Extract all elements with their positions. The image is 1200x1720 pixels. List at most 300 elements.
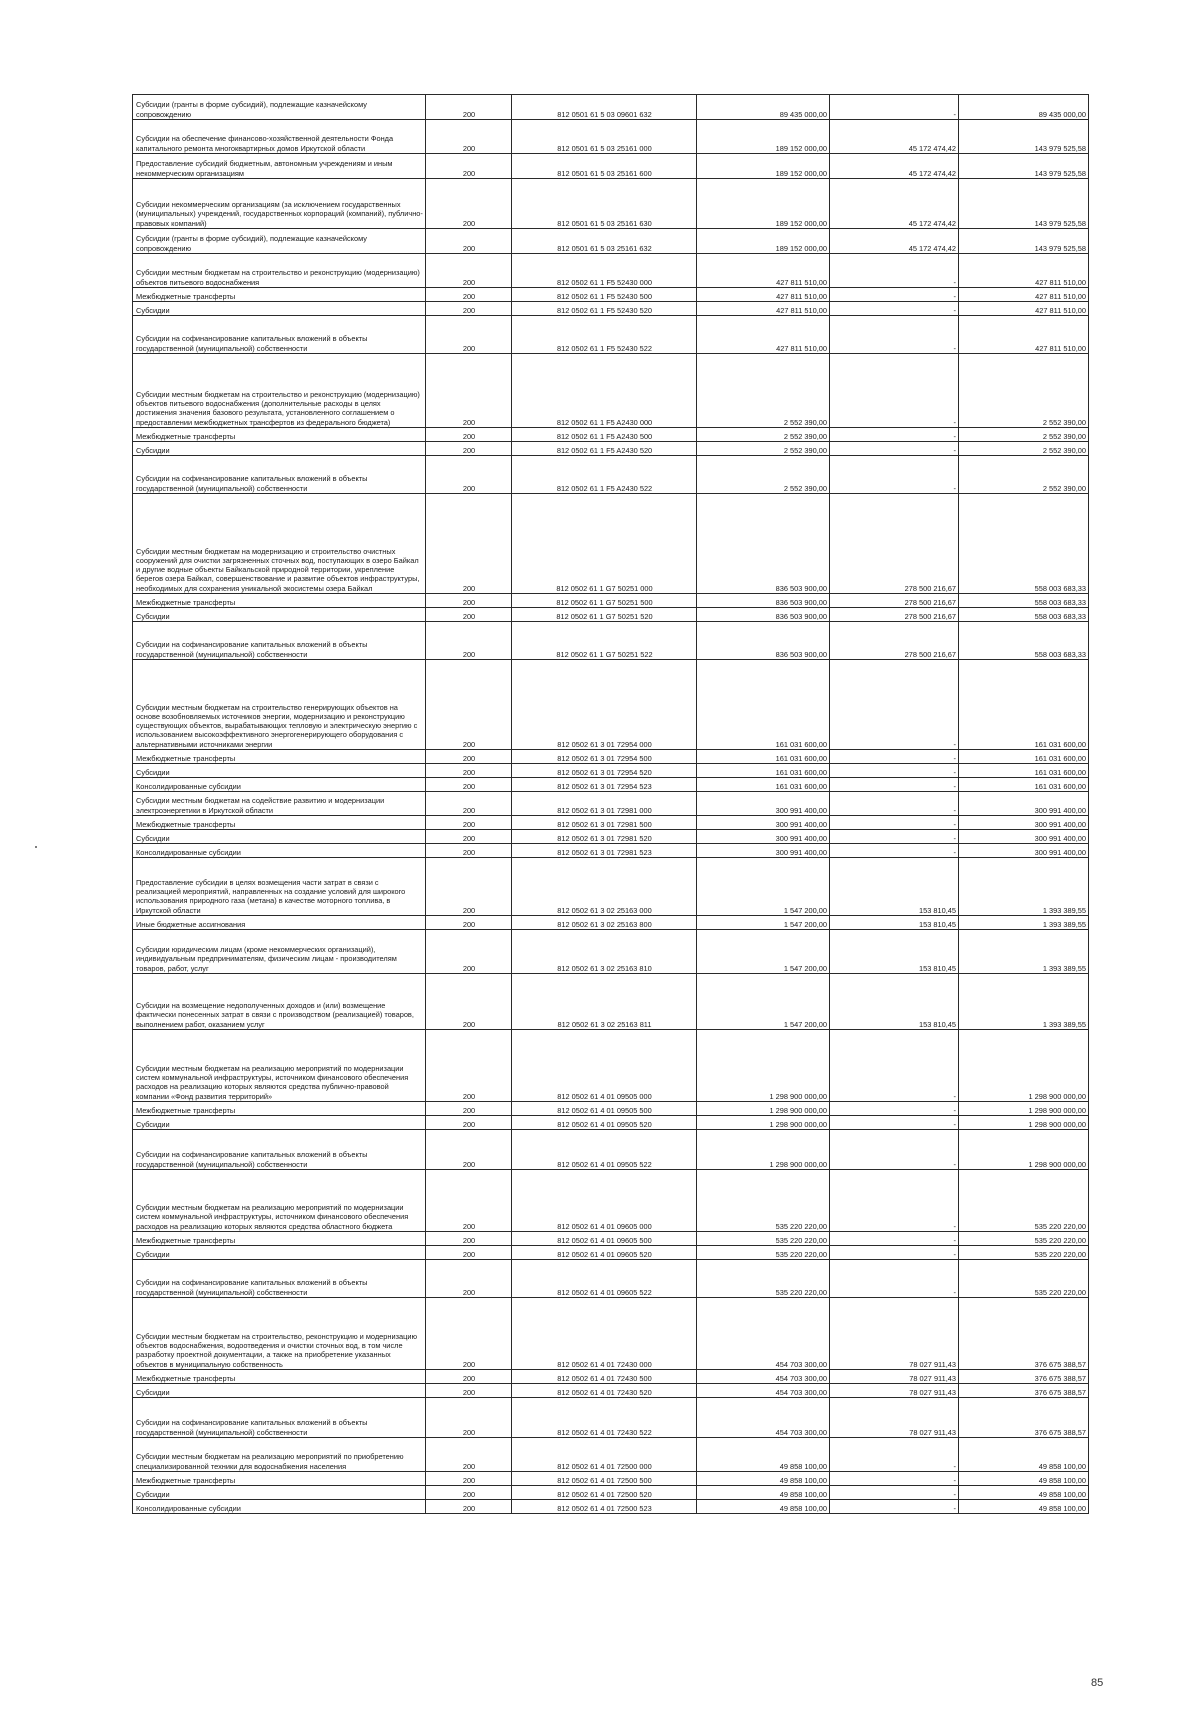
row-code-cell: 200	[426, 229, 512, 254]
row-code-cell: 200	[426, 778, 512, 792]
table-row	[133, 95, 1089, 120]
row-executed-cell: 78 027 911,43	[830, 1384, 959, 1398]
row-code-cell: 200	[426, 764, 512, 778]
row-code-cell: 200	[426, 1170, 512, 1232]
row-code-cell: 200	[426, 830, 512, 844]
row-code-cell: 200	[426, 608, 512, 622]
row-code-cell: 200	[426, 816, 512, 830]
row-approved-cell: 189 152 000,00	[697, 229, 830, 254]
row-executed-cell: -	[830, 1232, 959, 1246]
row-approved-cell: 535 220 220,00	[697, 1246, 830, 1260]
row-name-cell: Субсидии	[133, 1486, 426, 1500]
row-name-cell: Межбюджетные трансферты	[133, 816, 426, 830]
row-executed-cell: 278 500 216,67	[830, 594, 959, 608]
row-code-cell: 200	[426, 1116, 512, 1130]
row-unexecuted-cell: 1 393 389,55	[959, 916, 1089, 930]
row-name-cell: Предоставление субсидий бюджетным, автономным учреждениям и иным некоммерческим организациям	[133, 154, 426, 179]
row-approved-cell: 2 552 390,00	[697, 428, 830, 442]
row-classification-cell: 812 0502 61 3 01 72981 523	[512, 844, 697, 858]
row-approved-cell: 189 152 000,00	[697, 179, 830, 229]
row-classification-cell: 812 0502 61 4 01 09605 520	[512, 1246, 697, 1260]
row-unexecuted-cell: 89 435 000,00	[959, 95, 1089, 120]
row-approved-cell: 49 858 100,00	[697, 1438, 830, 1472]
row-name-cell: Субсидии	[133, 302, 426, 316]
row-code-cell: 200	[426, 442, 512, 456]
row-executed-cell: -	[830, 302, 959, 316]
row-executed-cell: -	[830, 750, 959, 764]
row-unexecuted-cell: 2 552 390,00	[959, 428, 1089, 442]
row-executed-cell: 78 027 911,43	[830, 1370, 959, 1384]
row-executed-cell: -	[830, 1500, 959, 1514]
row-executed-cell: -	[830, 288, 959, 302]
row-executed-cell: -	[830, 1030, 959, 1102]
row-executed-cell: -	[830, 1102, 959, 1116]
table-body	[133, 95, 1089, 1514]
row-code-cell: 200	[426, 660, 512, 750]
row-code-cell: 200	[426, 1130, 512, 1170]
row-approved-cell: 454 703 300,00	[697, 1398, 830, 1438]
table-row	[133, 830, 1089, 844]
row-classification-cell: 812 0502 61 4 01 72430 500	[512, 1370, 697, 1384]
row-executed-cell: -	[830, 778, 959, 792]
row-executed-cell: -	[830, 1170, 959, 1232]
row-unexecuted-cell: 2 552 390,00	[959, 442, 1089, 456]
row-code-cell: 200	[426, 1486, 512, 1500]
row-unexecuted-cell: 1 298 900 000,00	[959, 1030, 1089, 1102]
row-unexecuted-cell: 535 220 220,00	[959, 1260, 1089, 1298]
table-row	[133, 594, 1089, 608]
row-classification-cell: 812 0502 61 3 02 25163 810	[512, 930, 697, 974]
table-row	[133, 1486, 1089, 1500]
row-approved-cell: 535 220 220,00	[697, 1170, 830, 1232]
row-code-cell: 200	[426, 1030, 512, 1102]
row-name-cell: Субсидии на софинансирование капитальных вложений в объекты государственной (муниципальной) собственности	[133, 456, 426, 494]
table-row	[133, 354, 1089, 428]
row-approved-cell: 300 991 400,00	[697, 816, 830, 830]
table-row	[133, 930, 1089, 974]
row-name-cell: Субсидии на софинансирование капитальных вложений в объекты государственной (муниципальной) собственности	[133, 1398, 426, 1438]
row-executed-cell: -	[830, 316, 959, 354]
row-unexecuted-cell: 376 675 388,57	[959, 1370, 1089, 1384]
row-code-cell: 200	[426, 95, 512, 120]
table-row	[133, 229, 1089, 254]
row-executed-cell: 278 500 216,67	[830, 608, 959, 622]
row-name-cell: Межбюджетные трансферты	[133, 1102, 426, 1116]
row-unexecuted-cell: 49 858 100,00	[959, 1486, 1089, 1500]
row-executed-cell: 78 027 911,43	[830, 1298, 959, 1370]
row-approved-cell: 49 858 100,00	[697, 1486, 830, 1500]
row-code-cell: 200	[426, 1260, 512, 1298]
row-unexecuted-cell: 300 991 400,00	[959, 816, 1089, 830]
row-classification-cell: 812 0501 61 5 03 25161 632	[512, 229, 697, 254]
table-row	[133, 1370, 1089, 1384]
row-name-cell: Субсидии	[133, 1116, 426, 1130]
row-code-cell: 200	[426, 1472, 512, 1486]
row-name-cell: Субсидии на софинансирование капитальных вложений в объекты государственной (муниципальной) собственности	[133, 1130, 426, 1170]
row-classification-cell: 812 0502 61 1 G7 50251 522	[512, 622, 697, 660]
row-executed-cell: -	[830, 1246, 959, 1260]
row-unexecuted-cell: 535 220 220,00	[959, 1246, 1089, 1260]
row-unexecuted-cell: 161 031 600,00	[959, 750, 1089, 764]
row-unexecuted-cell: 161 031 600,00	[959, 778, 1089, 792]
row-classification-cell: 812 0502 61 3 02 25163 000	[512, 858, 697, 916]
row-unexecuted-cell: 300 991 400,00	[959, 830, 1089, 844]
row-approved-cell: 427 811 510,00	[697, 254, 830, 288]
row-unexecuted-cell: 427 811 510,00	[959, 288, 1089, 302]
row-name-cell: Субсидии	[133, 442, 426, 456]
row-executed-cell: -	[830, 95, 959, 120]
row-code-cell: 200	[426, 792, 512, 816]
row-name-cell: Субсидии	[133, 1384, 426, 1398]
row-name-cell: Консолидированные субсидии	[133, 844, 426, 858]
row-unexecuted-cell: 143 979 525,58	[959, 154, 1089, 179]
table-row	[133, 916, 1089, 930]
row-code-cell: 200	[426, 179, 512, 229]
row-approved-cell: 1 298 900 000,00	[697, 1116, 830, 1130]
row-unexecuted-cell: 1 298 900 000,00	[959, 1130, 1089, 1170]
table-row	[133, 660, 1089, 750]
row-classification-cell: 812 0502 61 4 01 09605 522	[512, 1260, 697, 1298]
row-name-cell: Межбюджетные трансферты	[133, 1370, 426, 1384]
row-classification-cell: 812 0502 61 4 01 72500 520	[512, 1486, 697, 1500]
row-classification-cell: 812 0502 61 1 F5 52430 520	[512, 302, 697, 316]
row-executed-cell: -	[830, 792, 959, 816]
row-code-cell: 200	[426, 428, 512, 442]
row-name-cell: Межбюджетные трансферты	[133, 1232, 426, 1246]
row-code-cell: 200	[426, 254, 512, 288]
table-row	[133, 608, 1089, 622]
row-classification-cell: 812 0502 61 1 F5 52430 000	[512, 254, 697, 288]
row-approved-cell: 1 298 900 000,00	[697, 1102, 830, 1116]
table-row	[133, 1246, 1089, 1260]
row-unexecuted-cell: 300 991 400,00	[959, 792, 1089, 816]
row-approved-cell: 1 547 200,00	[697, 916, 830, 930]
row-approved-cell: 49 858 100,00	[697, 1472, 830, 1486]
row-code-cell: 200	[426, 1438, 512, 1472]
row-approved-cell: 161 031 600,00	[697, 750, 830, 764]
row-classification-cell: 812 0502 61 3 02 25163 811	[512, 974, 697, 1030]
row-unexecuted-cell: 1 393 389,55	[959, 858, 1089, 916]
row-executed-cell: -	[830, 830, 959, 844]
row-executed-cell: -	[830, 1472, 959, 1486]
row-executed-cell: -	[830, 1116, 959, 1130]
row-classification-cell: 812 0501 61 5 03 25161 000	[512, 120, 697, 154]
row-executed-cell: -	[830, 1486, 959, 1500]
table-row	[133, 816, 1089, 830]
row-executed-cell: -	[830, 254, 959, 288]
row-name-cell: Субсидии местным бюджетам на строительство и реконструкцию (модернизацию) объектов питьевого водоснабжения	[133, 254, 426, 288]
table-row	[133, 1398, 1089, 1438]
row-unexecuted-cell: 143 979 525,58	[959, 229, 1089, 254]
row-code-cell: 200	[426, 1500, 512, 1514]
row-classification-cell: 812 0502 61 1 F5 52430 522	[512, 316, 697, 354]
table-row	[133, 1116, 1089, 1130]
row-executed-cell: -	[830, 1438, 959, 1472]
row-name-cell: Субсидии	[133, 830, 426, 844]
row-unexecuted-cell: 1 393 389,55	[959, 974, 1089, 1030]
row-approved-cell: 161 031 600,00	[697, 778, 830, 792]
row-code-cell: 200	[426, 1102, 512, 1116]
row-executed-cell: -	[830, 764, 959, 778]
row-code-cell: 200	[426, 316, 512, 354]
table-row	[133, 254, 1089, 288]
row-approved-cell: 427 811 510,00	[697, 316, 830, 354]
row-approved-cell: 2 552 390,00	[697, 354, 830, 428]
row-name-cell: Субсидии юридическим лицам (кроме некоммерческих организаций), индивидуальным предпринимателям, физическим лицам - производителям товаров, работ, услуг	[133, 930, 426, 974]
scan-speck	[35, 846, 37, 848]
row-unexecuted-cell: 535 220 220,00	[959, 1232, 1089, 1246]
row-name-cell: Межбюджетные трансферты	[133, 1472, 426, 1486]
row-executed-cell: -	[830, 844, 959, 858]
row-executed-cell: -	[830, 1130, 959, 1170]
row-approved-cell: 1 298 900 000,00	[697, 1130, 830, 1170]
row-classification-cell: 812 0502 61 3 01 72981 000	[512, 792, 697, 816]
row-approved-cell: 836 503 900,00	[697, 494, 830, 594]
row-code-cell: 200	[426, 1370, 512, 1384]
row-executed-cell: 153 810,45	[830, 930, 959, 974]
row-unexecuted-cell: 300 991 400,00	[959, 844, 1089, 858]
table-row	[133, 1384, 1089, 1398]
row-classification-cell: 812 0502 61 4 01 09605 000	[512, 1170, 697, 1232]
row-name-cell: Субсидии местным бюджетам на содействие развитию и модернизации электроэнергетики в Иркутской области	[133, 792, 426, 816]
row-code-cell: 200	[426, 1232, 512, 1246]
row-classification-cell: 812 0502 61 1 G7 50251 000	[512, 494, 697, 594]
row-unexecuted-cell: 376 675 388,57	[959, 1384, 1089, 1398]
row-classification-cell: 812 0502 61 1 F5 A2430 000	[512, 354, 697, 428]
row-unexecuted-cell: 161 031 600,00	[959, 660, 1089, 750]
row-unexecuted-cell: 558 003 683,33	[959, 622, 1089, 660]
table-row	[133, 1472, 1089, 1486]
row-code-cell: 200	[426, 288, 512, 302]
table-row	[133, 764, 1089, 778]
row-code-cell: 200	[426, 154, 512, 179]
row-code-cell: 200	[426, 494, 512, 594]
row-unexecuted-cell: 376 675 388,57	[959, 1398, 1089, 1438]
row-unexecuted-cell: 1 298 900 000,00	[959, 1102, 1089, 1116]
row-classification-cell: 812 0502 61 4 01 09505 500	[512, 1102, 697, 1116]
row-classification-cell: 812 0502 61 3 01 72954 000	[512, 660, 697, 750]
row-executed-cell: -	[830, 816, 959, 830]
row-name-cell: Консолидированные субсидии	[133, 1500, 426, 1514]
row-approved-cell: 89 435 000,00	[697, 95, 830, 120]
table-row	[133, 456, 1089, 494]
row-code-cell: 200	[426, 1398, 512, 1438]
row-executed-cell: 78 027 911,43	[830, 1398, 959, 1438]
row-name-cell: Консолидированные субсидии	[133, 778, 426, 792]
table-row	[133, 288, 1089, 302]
row-classification-cell: 812 0502 61 3 01 72954 500	[512, 750, 697, 764]
row-classification-cell: 812 0502 61 4 01 72500 523	[512, 1500, 697, 1514]
row-code-cell: 200	[426, 916, 512, 930]
row-unexecuted-cell: 376 675 388,57	[959, 1298, 1089, 1370]
row-approved-cell: 2 552 390,00	[697, 442, 830, 456]
row-code-cell: 200	[426, 930, 512, 974]
row-executed-cell: -	[830, 428, 959, 442]
table-row	[133, 792, 1089, 816]
row-approved-cell: 49 858 100,00	[697, 1500, 830, 1514]
row-approved-cell: 161 031 600,00	[697, 660, 830, 750]
row-unexecuted-cell: 2 552 390,00	[959, 354, 1089, 428]
table-row	[133, 1102, 1089, 1116]
row-classification-cell: 812 0502 61 1 F5 A2430 520	[512, 442, 697, 456]
table-row	[133, 1298, 1089, 1370]
row-classification-cell: 812 0502 61 3 01 72981 500	[512, 816, 697, 830]
row-approved-cell: 836 503 900,00	[697, 594, 830, 608]
row-classification-cell: 812 0502 61 4 01 72500 500	[512, 1472, 697, 1486]
row-approved-cell: 454 703 300,00	[697, 1370, 830, 1384]
row-name-cell: Субсидии на софинансирование капитальных вложений в объекты государственной (муниципальной) собственности	[133, 316, 426, 354]
row-executed-cell: -	[830, 456, 959, 494]
row-unexecuted-cell: 558 003 683,33	[959, 608, 1089, 622]
row-classification-cell: 812 0502 61 1 G7 50251 500	[512, 594, 697, 608]
row-executed-cell: 45 172 474,42	[830, 179, 959, 229]
row-unexecuted-cell: 49 858 100,00	[959, 1500, 1089, 1514]
page-number: 85	[1091, 1677, 1104, 1689]
row-unexecuted-cell: 558 003 683,33	[959, 594, 1089, 608]
row-code-cell: 200	[426, 974, 512, 1030]
row-executed-cell: -	[830, 442, 959, 456]
row-executed-cell: 45 172 474,42	[830, 229, 959, 254]
row-executed-cell: -	[830, 660, 959, 750]
row-approved-cell: 535 220 220,00	[697, 1260, 830, 1298]
row-name-cell: Субсидии на софинансирование капитальных вложений в объекты государственной (муниципальной) собственности	[133, 622, 426, 660]
row-name-cell: Межбюджетные трансферты	[133, 750, 426, 764]
row-classification-cell: 812 0501 61 5 03 09601 632	[512, 95, 697, 120]
budget-table	[132, 94, 1089, 1514]
row-name-cell: Межбюджетные трансферты	[133, 288, 426, 302]
row-classification-cell: 812 0502 61 4 01 09505 000	[512, 1030, 697, 1102]
row-executed-cell: 278 500 216,67	[830, 622, 959, 660]
row-unexecuted-cell: 427 811 510,00	[959, 316, 1089, 354]
row-name-cell: Иные бюджетные ассигнования	[133, 916, 426, 930]
row-executed-cell: 153 810,45	[830, 858, 959, 916]
row-name-cell: Субсидии местным бюджетам на реализацию мероприятий по модернизации систем коммунальной инфраструктуры, источником финансового обеспечения расходов на реализацию которых являются средства областного бюджета	[133, 1170, 426, 1232]
row-code-cell: 200	[426, 844, 512, 858]
table-row	[133, 1260, 1089, 1298]
row-code-cell: 200	[426, 1384, 512, 1398]
row-unexecuted-cell: 1 298 900 000,00	[959, 1116, 1089, 1130]
row-approved-cell: 454 703 300,00	[697, 1384, 830, 1398]
row-name-cell: Субсидии	[133, 608, 426, 622]
row-executed-cell: -	[830, 354, 959, 428]
row-approved-cell: 1 547 200,00	[697, 858, 830, 916]
table-row	[133, 316, 1089, 354]
row-unexecuted-cell: 49 858 100,00	[959, 1438, 1089, 1472]
table-row	[133, 778, 1089, 792]
row-approved-cell: 189 152 000,00	[697, 154, 830, 179]
row-name-cell: Субсидии местным бюджетам на строительство и реконструкцию (модернизацию) объектов питьевого водоснабжения (дополнительные расходы в целях достижения значения базового результата, установленного соглашением о предоставлении межбюджетных трансфертов из федерального бюджета)	[133, 354, 426, 428]
table-row	[133, 1130, 1089, 1170]
row-approved-cell: 300 991 400,00	[697, 844, 830, 858]
row-code-cell: 200	[426, 120, 512, 154]
row-classification-cell: 812 0501 61 5 03 25161 600	[512, 154, 697, 179]
row-code-cell: 200	[426, 858, 512, 916]
row-approved-cell: 836 503 900,00	[697, 622, 830, 660]
row-name-cell: Субсидии	[133, 764, 426, 778]
row-unexecuted-cell: 49 858 100,00	[959, 1472, 1089, 1486]
table-row	[133, 1170, 1089, 1232]
row-classification-cell: 812 0502 61 1 G7 50251 520	[512, 608, 697, 622]
row-name-cell: Субсидии на обеспечение финансово-хозяйственной деятельности Фонда капитального ремонта многоквартирных домов Иркутской области	[133, 120, 426, 154]
row-name-cell: Субсидии местным бюджетам на модернизацию и строительство очистных сооружений для очистки загрязненных сточных вод, поступающих в озеро Байкал и другие водные объекты Байкальской природной территории, укрепление берегов озера Байкал, совершенствование и развитие объектов инфраструктуры, необходимых для сохранения уникальной экосистемы озера Байкал	[133, 494, 426, 594]
table-row	[133, 1232, 1089, 1246]
row-executed-cell: 153 810,45	[830, 974, 959, 1030]
row-unexecuted-cell: 161 031 600,00	[959, 764, 1089, 778]
row-approved-cell: 1 298 900 000,00	[697, 1030, 830, 1102]
row-classification-cell: 812 0502 61 1 F5 A2430 522	[512, 456, 697, 494]
table-row	[133, 179, 1089, 229]
row-classification-cell: 812 0502 61 3 02 25163 800	[512, 916, 697, 930]
row-approved-cell: 2 552 390,00	[697, 456, 830, 494]
row-name-cell: Субсидии местным бюджетам на строительство, реконструкцию и модернизацию объектов водоснабжения, водоотведения и очистки сточных вод, в том числе разработку проектной документации, а также на приобретение указанных объектов в муниципальную собственность	[133, 1298, 426, 1370]
row-code-cell: 200	[426, 1246, 512, 1260]
row-approved-cell: 427 811 510,00	[697, 302, 830, 316]
table-row	[133, 442, 1089, 456]
row-approved-cell: 454 703 300,00	[697, 1298, 830, 1370]
row-classification-cell: 812 0502 61 3 01 72954 523	[512, 778, 697, 792]
row-name-cell: Субсидии на возмещение недополученных доходов и (или) возмещение фактически понесенных затрат в связи с производством (реализацией) товаров, выполнением работ, оказанием услуг	[133, 974, 426, 1030]
row-name-cell: Субсидии на софинансирование капитальных вложений в объекты государственной (муниципальной) собственности	[133, 1260, 426, 1298]
table-row	[133, 428, 1089, 442]
table-row	[133, 1500, 1089, 1514]
row-classification-cell: 812 0502 61 3 01 72981 520	[512, 830, 697, 844]
row-unexecuted-cell: 143 979 525,58	[959, 120, 1089, 154]
row-name-cell: Субсидии	[133, 1246, 426, 1260]
row-executed-cell: 278 500 216,67	[830, 494, 959, 594]
row-approved-cell: 300 991 400,00	[697, 830, 830, 844]
row-unexecuted-cell: 143 979 525,58	[959, 179, 1089, 229]
row-executed-cell: -	[830, 1260, 959, 1298]
row-name-cell: Субсидии (гранты в форме субсидий), подлежащие казначейскому сопровождению	[133, 229, 426, 254]
row-unexecuted-cell: 427 811 510,00	[959, 254, 1089, 288]
row-code-cell: 200	[426, 354, 512, 428]
row-name-cell: Межбюджетные трансферты	[133, 594, 426, 608]
table-row	[133, 750, 1089, 764]
row-classification-cell: 812 0502 61 4 01 72430 000	[512, 1298, 697, 1370]
row-name-cell: Предоставление субсидии в целях возмещения части затрат в связи с реализацией мероприятий, направленных на создание условий для широкого использования природного газа (метана) в качестве моторного топлива, в Иркутской области	[133, 858, 426, 916]
row-approved-cell: 427 811 510,00	[697, 288, 830, 302]
row-code-cell: 200	[426, 456, 512, 494]
row-name-cell: Межбюджетные трансферты	[133, 428, 426, 442]
row-unexecuted-cell: 1 393 389,55	[959, 930, 1089, 974]
row-classification-cell: 812 0502 61 4 01 09505 520	[512, 1116, 697, 1130]
row-code-cell: 200	[426, 622, 512, 660]
row-classification-cell: 812 0502 61 4 01 09505 522	[512, 1130, 697, 1170]
row-code-cell: 200	[426, 1298, 512, 1370]
row-approved-cell: 189 152 000,00	[697, 120, 830, 154]
row-executed-cell: 153 810,45	[830, 916, 959, 930]
row-code-cell: 200	[426, 750, 512, 764]
table-row	[133, 120, 1089, 154]
row-classification-cell: 812 0502 61 1 F5 52430 500	[512, 288, 697, 302]
table-row	[133, 1030, 1089, 1102]
row-classification-cell: 812 0502 61 4 01 09605 500	[512, 1232, 697, 1246]
table-row	[133, 1438, 1089, 1472]
row-code-cell: 200	[426, 594, 512, 608]
row-classification-cell: 812 0501 61 5 03 25161 630	[512, 179, 697, 229]
row-code-cell: 200	[426, 302, 512, 316]
table-row	[133, 974, 1089, 1030]
row-name-cell: Субсидии (гранты в форме субсидий), подлежащие казначейскому сопровождению	[133, 95, 426, 120]
row-approved-cell: 1 547 200,00	[697, 930, 830, 974]
table-row	[133, 622, 1089, 660]
row-classification-cell: 812 0502 61 4 01 72430 520	[512, 1384, 697, 1398]
row-unexecuted-cell: 2 552 390,00	[959, 456, 1089, 494]
row-unexecuted-cell: 427 811 510,00	[959, 302, 1089, 316]
row-unexecuted-cell: 558 003 683,33	[959, 494, 1089, 594]
row-approved-cell: 300 991 400,00	[697, 792, 830, 816]
table-row	[133, 858, 1089, 916]
